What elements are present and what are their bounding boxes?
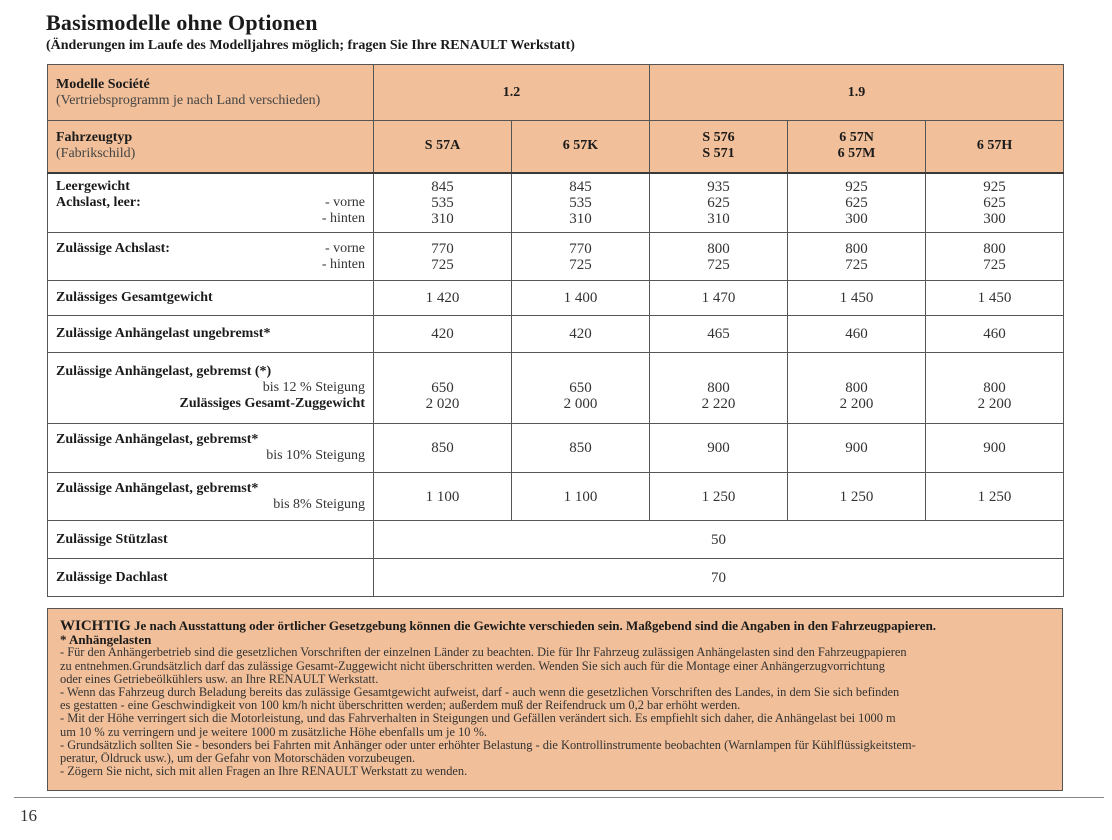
value: 725: [845, 256, 868, 273]
type-cell-3: [650, 121, 788, 173]
g12-cell-3: [650, 353, 788, 424]
zuggewicht-label: Zulässiges Gesamt-Zuggewicht: [179, 396, 365, 411]
leergewicht-row: [48, 173, 1064, 233]
value: 2 220: [701, 396, 736, 412]
type-cell-4: [788, 121, 926, 173]
note-line: - Mit der Höhe verringert sich die Motorleistung, und das Fahrverhalten in Steigungen und Gefällen verändert sich. Es empfiehlt sich daher, die Anhängelast bei 1000 m: [60, 712, 896, 726]
type-value: S 57A: [424, 138, 461, 154]
value: 770: [431, 240, 454, 257]
value: 925: [983, 178, 1006, 195]
page-subtitle: (Änderungen im Laufe des Modelljahres möglich; fragen Sie Ihre RENAULT Werkstatt): [46, 38, 575, 53]
value: 310: [569, 210, 592, 227]
note-line: peratur, Öldruck usw.), um der Gefahr von Motorschäden vorzubeugen.: [60, 752, 416, 766]
value: 845: [431, 178, 454, 195]
zul-cell-2: [512, 233, 650, 281]
gebremst8-row: [48, 473, 1064, 521]
leer-cell-3: [650, 173, 788, 233]
models-cell: [48, 65, 374, 121]
models-row: [48, 65, 1064, 121]
zul-cell-1: [374, 233, 512, 281]
gebremst12-cell: [48, 353, 374, 424]
type-value: S 576: [702, 130, 735, 146]
g8-cell-1: 1 100: [374, 473, 512, 521]
zul-cell-3: [650, 233, 788, 281]
g10-cell-4: 900: [788, 424, 926, 473]
gebremst12-row: [48, 353, 1064, 424]
vorne-label: - vorne: [324, 240, 365, 256]
gesamt-cell-3: 1 470: [650, 281, 788, 316]
value: 770: [569, 240, 592, 257]
ungebremst-cell-4: 460: [788, 316, 926, 353]
value: 625: [707, 194, 730, 211]
value: 625: [845, 194, 868, 211]
value: 300: [845, 210, 868, 227]
g12-cell-5: [926, 353, 1064, 424]
value: 725: [569, 256, 592, 273]
steigung8-label: bis 8% Steigung: [273, 496, 365, 512]
gebremst10-row: [48, 424, 1064, 473]
g12-cell-2: [512, 353, 650, 424]
leergewicht-label: Leergewicht: [56, 178, 130, 194]
value: 800: [845, 380, 868, 396]
g10-cell-5: 900: [926, 424, 1064, 473]
type-sublabel: (Fabrikschild): [56, 146, 136, 162]
type-cell-1: [374, 121, 512, 173]
value: 800: [707, 240, 730, 257]
g8-cell-3: 1 250: [650, 473, 788, 521]
leergewicht-cell: [48, 173, 374, 233]
leer-cell-4: [788, 173, 926, 233]
note-line: - Wenn das Fahrzeug durch Beladung bereits das zulässige Gesamtgewicht aufweist, darf - auch wenn die gesetzlichen Vorschriften des Landes, in dem Sie sich befinden: [60, 686, 900, 700]
value: 845: [569, 178, 592, 195]
value: 800: [983, 240, 1006, 257]
leer-cell-1: [374, 173, 512, 233]
gebremst8-label: Zulässige Anhängelast, gebremst*: [56, 480, 259, 496]
value: 625: [983, 194, 1006, 211]
stuetzlast-value: 50: [374, 521, 1064, 559]
gesamt-cell-4: 1 450: [788, 281, 926, 316]
g12-cell-1: [374, 353, 512, 424]
hinten-label: - hinten: [321, 256, 365, 272]
g10-cell-2: 850: [512, 424, 650, 473]
value: 925: [845, 178, 868, 195]
ungebremst-cell-1: 420: [374, 316, 512, 353]
value: 725: [983, 256, 1006, 273]
stuetzlast-row: [48, 521, 1064, 559]
value: 650: [431, 380, 454, 396]
note-intro: Je nach Ausstattung oder örtlicher Gesetzgebung können die Gewichte verschieden sein. Maßgebend sind die Angaben in den Fahrzeugpapieren.: [133, 619, 937, 633]
type-value-line2: S 571: [702, 146, 735, 162]
value: 800: [983, 380, 1006, 396]
models-sublabel: (Vertriebsprogramm je nach Land verschieden): [56, 92, 321, 108]
gebremst10-cell: [48, 424, 374, 473]
zul-achslast-cell: [48, 233, 374, 281]
note-line: oder eines Getriebeölkühlers usw. an Ihre RENAULT Werkstatt.: [60, 672, 379, 686]
steigung10-label: bis 10% Steigung: [266, 448, 365, 463]
value: 2 020: [425, 396, 460, 412]
note-line: - Für den Anhängerbetrieb sind die gesetzlichen Vorschriften der einzelnen Länder zu beachten. Die für Ihr Fahrzeug zulässigen Anhängelasten sind den Fahrzeugpapieren: [60, 646, 907, 660]
ungebremst-cell-3: 465: [650, 316, 788, 353]
zul-cell-4: [788, 233, 926, 281]
note-line: um 10 % zu verringern und je weitere 1000 m zusätzliche Höhe ebenfalls um je 10 %.: [60, 725, 487, 739]
value: 2 200: [977, 396, 1012, 412]
value: 650: [569, 380, 592, 396]
note-sub: * Anhängelasten: [60, 632, 152, 648]
g12-cell-4: [788, 353, 926, 424]
type-label: Fahrzeugtyp: [56, 130, 133, 146]
value: 935: [707, 178, 730, 195]
leer-cell-2: [512, 173, 650, 233]
gesamt-cell-1: 1 420: [374, 281, 512, 316]
steigung12-label: bis 12 % Steigung: [262, 380, 365, 395]
value: 310: [707, 210, 730, 227]
type-cell-2: [512, 121, 650, 173]
hinten-label: - hinten: [321, 210, 365, 226]
value: 800: [707, 380, 730, 396]
important-note: [47, 608, 1063, 791]
note-line: es gestatten - eine Geschwindigkeit von 100 km/h nicht überschritten werden; außerdem muß der Reifendruck um 0,2 bar erhöht werden.: [60, 699, 741, 713]
engine-1-9: 1.9: [650, 65, 1064, 121]
note-key: WICHTIG: [60, 619, 131, 634]
zul-achslast-row: [48, 233, 1064, 281]
gesamtgewicht-row: [48, 281, 1064, 316]
gebremst8-cell: [48, 473, 374, 521]
achslast-leer-line: [56, 195, 365, 211]
value: 725: [431, 256, 454, 273]
stuetzlast-label: Zulässige Stützlast: [48, 521, 374, 559]
spec-table: [47, 64, 1064, 597]
note-line: zu entnehmen.Grundsätzlich darf das zulässige Gesamt-Zuggewicht nicht überschritten werden. Wenden Sie sich auch für die Montage einer Anhängerzugvorrichtung: [60, 659, 885, 673]
type-cell-5: [926, 121, 1064, 173]
value: 535: [431, 194, 454, 211]
zul-cell-5: [926, 233, 1064, 281]
zul-achslast-label: Zulässige Achslast:: [56, 240, 170, 256]
gesamt-cell-5: 1 450: [926, 281, 1064, 316]
type-row: [48, 121, 1064, 173]
vorne-label: - vorne: [324, 194, 365, 210]
gesamtgewicht-label: Zulässiges Gesamtgewicht: [48, 281, 374, 316]
gesamt-cell-2: 1 400: [512, 281, 650, 316]
footer-rule: [14, 797, 1104, 798]
note-heading: [60, 619, 1054, 633]
g8-cell-2: 1 100: [512, 473, 650, 521]
note-line: - Grundsätzlich sollten Sie - besonders bei Fahrten mit Anhänger oder unter erhöhter Belastung - die Kontrollinstrumente beobachten (Warnlampen für Kühlflüssigkeitstem-: [60, 738, 916, 752]
value: 300: [983, 210, 1006, 227]
value: 2 200: [839, 396, 874, 412]
value: 800: [845, 240, 868, 257]
models-label: Modelle Société: [56, 76, 150, 92]
dachlast-label: Zulässige Dachlast: [48, 559, 374, 597]
engine-1-2: 1.2: [374, 65, 650, 121]
value: 2 000: [563, 396, 598, 412]
dachlast-value: 70: [374, 559, 1064, 597]
ungebremst-cell-5: 460: [926, 316, 1064, 353]
type-cell: [48, 121, 374, 173]
type-value: 6 57N: [839, 130, 874, 146]
achslast-leer-label: Achslast, leer:: [56, 194, 141, 210]
ungebremst-row: [48, 316, 1064, 353]
dachlast-row: [48, 559, 1064, 597]
value: 535: [569, 194, 592, 211]
g10-cell-3: 900: [650, 424, 788, 473]
value: 310: [431, 210, 454, 227]
zul-achslast-line: [56, 241, 365, 257]
type-value: 6 57K: [562, 138, 599, 154]
type-value: 6 57H: [976, 138, 1013, 154]
type-value-line2: 6 57M: [837, 146, 876, 162]
gebremst12-label: Zulässige Anhängelast, gebremst (*): [56, 364, 272, 379]
g10-cell-1: 850: [374, 424, 512, 473]
leer-cell-5: [926, 173, 1064, 233]
g8-cell-5: 1 250: [926, 473, 1064, 521]
page-title: Basismodelle ohne Optionen: [46, 10, 318, 35]
g8-cell-4: 1 250: [788, 473, 926, 521]
gebremst10-label: Zulässige Anhängelast, gebremst*: [56, 432, 259, 447]
ungebremst-label: Zulässige Anhängelast ungebremst*: [48, 316, 374, 353]
page-number: 16: [20, 806, 37, 825]
ungebremst-cell-2: 420: [512, 316, 650, 353]
value: 725: [707, 256, 730, 273]
note-line: - Zögern Sie nicht, sich mit allen Fragen an Ihre RENAULT Werkstatt zu wenden.: [60, 765, 468, 779]
